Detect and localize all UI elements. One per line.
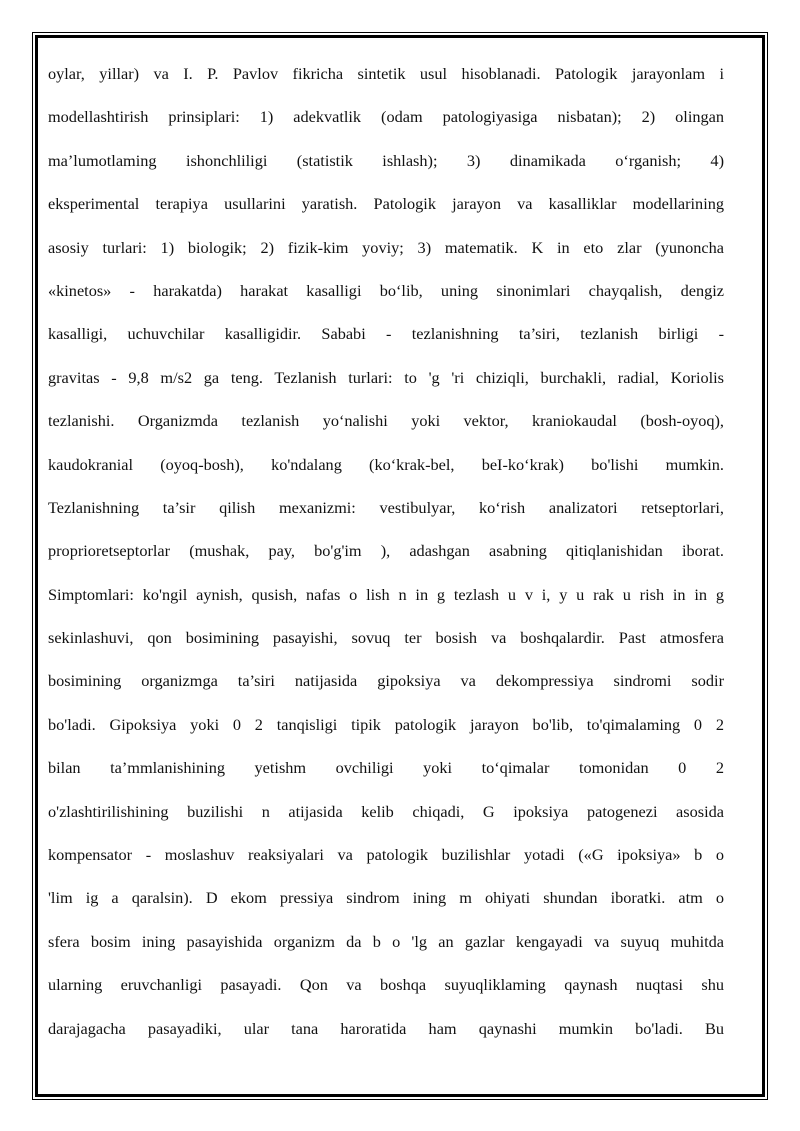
text-line: ularning eruvchanligi pasayadi. Qon va boshqa suyuqliklaming qaynash nuqtasi shu xyxy=(48,975,724,995)
text-line: gravitas - 9,8 m/s2 ga teng. Tezlanish turlari: to 'g 'ri chiziqli, burchakli, radial, Koriolis xyxy=(48,367,724,387)
text-line: bilan ta’mmlanishining yetishm ovchiligi yoki to‘qimalar tomonidan 0 2 xyxy=(48,758,724,778)
text-line: «kinetos» - harakatda) harakat kasalligi bo‘lib, uning sinonimlari chayqalish, dengiz xyxy=(48,280,724,300)
text-line: kompensator - moslashuv reaksiyalari va patologik buzilishlar yotadi («G ipoksiya» b o xyxy=(48,845,724,865)
text-line: 'lim ig a qaralsin). D ekom pressiya sindrom ining m ohiyati shundan iboratki. atm o xyxy=(48,888,724,908)
text-line: kasalligi, uchuvchilar kasalligidir. Sababi - tezlanishning ta’siri, tezlanish birligi - xyxy=(48,324,724,344)
text-line: bo'ladi. Gipoksiya yoki 0 2 tanqisligi tipik patologik jarayon bo'lib, to'qimalaming 0 2 xyxy=(48,714,724,734)
text-line: eksperimental terapiya usullarini yaratish. Patologik jarayon va kasalliklar modellarining xyxy=(48,194,724,214)
text-line: o'zlashtirilishining buzilishi n atijasida kelib chiqadi, G ipoksiya patogenezi asosida xyxy=(48,801,724,821)
text-line: modellashtirish prinsiplari: 1) adekvatlik (odam patologiyasiga nisbatan); 2) olingan xyxy=(48,107,724,127)
text-line: Tezlanishning ta’sir qilish mexanizmi: vestibulyar, ko‘rish analizatori retseptorlari, xyxy=(48,497,724,517)
text-line: bosimining organizmga ta’siri natijasida gipoksiya va dekompressiya sindromi sodir xyxy=(48,671,724,691)
text-line: sfera bosim ining pasayishida organizm da b o 'lg an gazlar kengayadi va suyuq muhitda xyxy=(48,931,724,951)
text-line: tezlanishi. Organizmda tezlanish yo‘nalishi yoki vektor, kraniokaudal (bosh-oyoq), xyxy=(48,411,724,431)
document-body xyxy=(48,52,724,1050)
text-line: darajagacha pasayadiki, ular tana haroratida ham qaynashi mumkin bo'ladi. Bu xyxy=(48,1018,724,1038)
text-line: sekinlashuvi, qon bosimining pasayishi, sovuq ter bosish va boshqalardir. Past atmosfera xyxy=(48,628,724,648)
text-line: asosiy turlari: 1) biologik; 2) fizik-kim yoviy; 3) matematik. K in eto zlar (yunoncha xyxy=(48,237,724,257)
text-line: Simptomlari: ko'ngil aynish, qusish, nafas o lish n in g tezlash u v i, y u rak u rish in in g xyxy=(48,584,724,604)
text-line: ma’lumotlaming ishonchliligi (statistik ishlash); 3) dinamikada o‘rganish; 4) xyxy=(48,150,724,170)
text-line: proprioretseptorlar (mushak, pay, bo'g'im ), adashgan asabning qitiqlanishidan iborat. xyxy=(48,541,724,561)
text-line: kaudokranial (oyoq-bosh), ko'ndalang (ko‘krak-bel, beI-ko‘krak) bo'lishi mumkin. xyxy=(48,454,724,474)
text-line: oylar, yillar) va I. P. Pavlov fikricha sintetik usul hisoblanadi. Patologik jarayonlam i xyxy=(48,64,724,83)
